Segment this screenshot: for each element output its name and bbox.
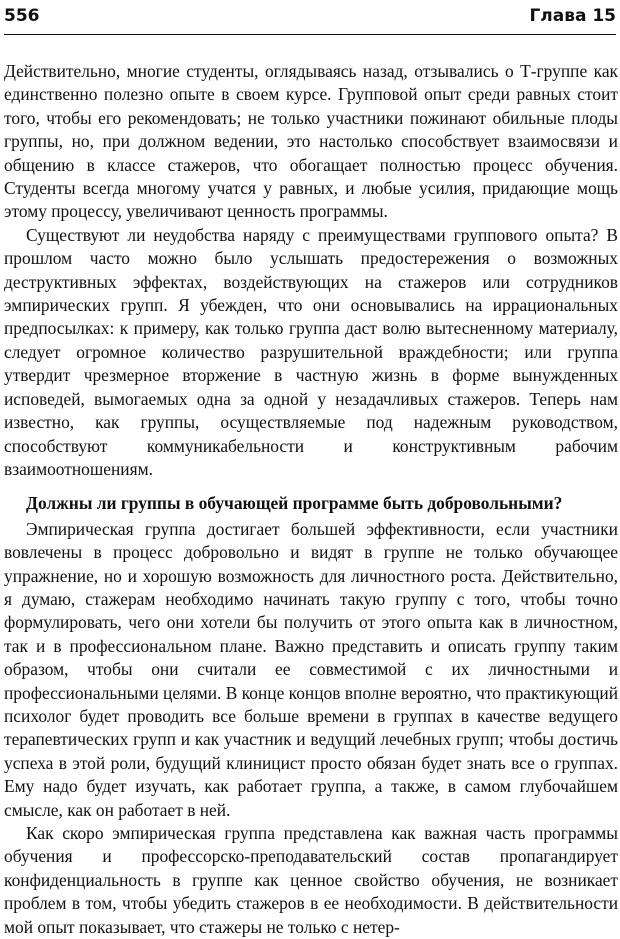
paragraph-continued: Действительно, многие студенты, оглядываясь назад, отзывались о Т-группе как единственно полезно опыте в своем курсе. Групповой опыт среди равных стоит того, чтобы его рекомендовать; не только участники пожинают обильные плоды группы, но, при должном ведении, это настолько способствует взаимосвязи и общению в классе стажеров, что обогащает полностью процесс обучения. Студенты всегда многому учатся у равных, и любые усилия, придающие мощь этому процессу, увеличивают ценность программы.	[4, 61, 618, 222]
paragraph: Как скоро эмпирическая группа представлена как важная часть программы обучения и профессорско-преподавательский состав пропагандирует конфиденциальность в группе как ценное свойство обучения, не возникает проблем в том, чтобы убедить стажеров в ее необходимости. В действительности мой опыт показывает, что стажеры не только с нетер-	[4, 823, 618, 937]
page-number: 556	[4, 6, 40, 26]
paragraph: Эмпирическая группа достигает большей эффективности, если участники вовлечены в процесс добровольно и видят в группе не только обучающее упражнение, но и хорошую возможность для личностного роста. Действительно, я думаю, стажерам необходимо начинать такую группу с того, чтобы точно формулировать, чего они хотели бы получить от этого опыта как в личностном, так и в профессиональном плане. Важно представить и описать группу таким образом, чтобы они считали ее совместимой с их личностными и профессиональными целями. В конце концов вполне вероятно, что практикующий психолог будет проводить все больше времени в группах в качестве ведущего терапевтических групп и как участник и ведущий лечебных групп; чтобы достичь успеха в этой роли, будущий клиницист просто обязан будет знать все о группах. Ему надо будет изучать, как работает группа, а также, в самом глубочайшем смысле, как он работает в ней.	[4, 518, 618, 820]
chapter-title: Глава 15	[529, 6, 616, 26]
page-body	[4, 60, 618, 939]
running-header	[4, 4, 616, 35]
section-heading: Должны ли группы в обучающей программе быть добровольными?	[26, 493, 563, 514]
paragraph: Существуют ли неудобства наряду с преимуществами группового опыта? В прошлом часто можно было услышать предостережения о возможных деструктивных эффектах, воздействующих на стажеров или сотрудников эмпирических групп. Я убежден, что они основывались на иррациональных предпосылках: к примеру, как только группа даст волю вытесненному материалу, следует огромное количество разрушительной враждебности; или группа утвердит чрезмерное вторжение в частную жизнь в форме вынужденных исповедей, вымогаемых одна за одной у незадачливых стажеров. Теперь нам известно, как группы, осуществляемые под надежным руководством, способствуют коммуникабельности и конструктивным рабочим взаимоотношениям.	[4, 224, 618, 479]
